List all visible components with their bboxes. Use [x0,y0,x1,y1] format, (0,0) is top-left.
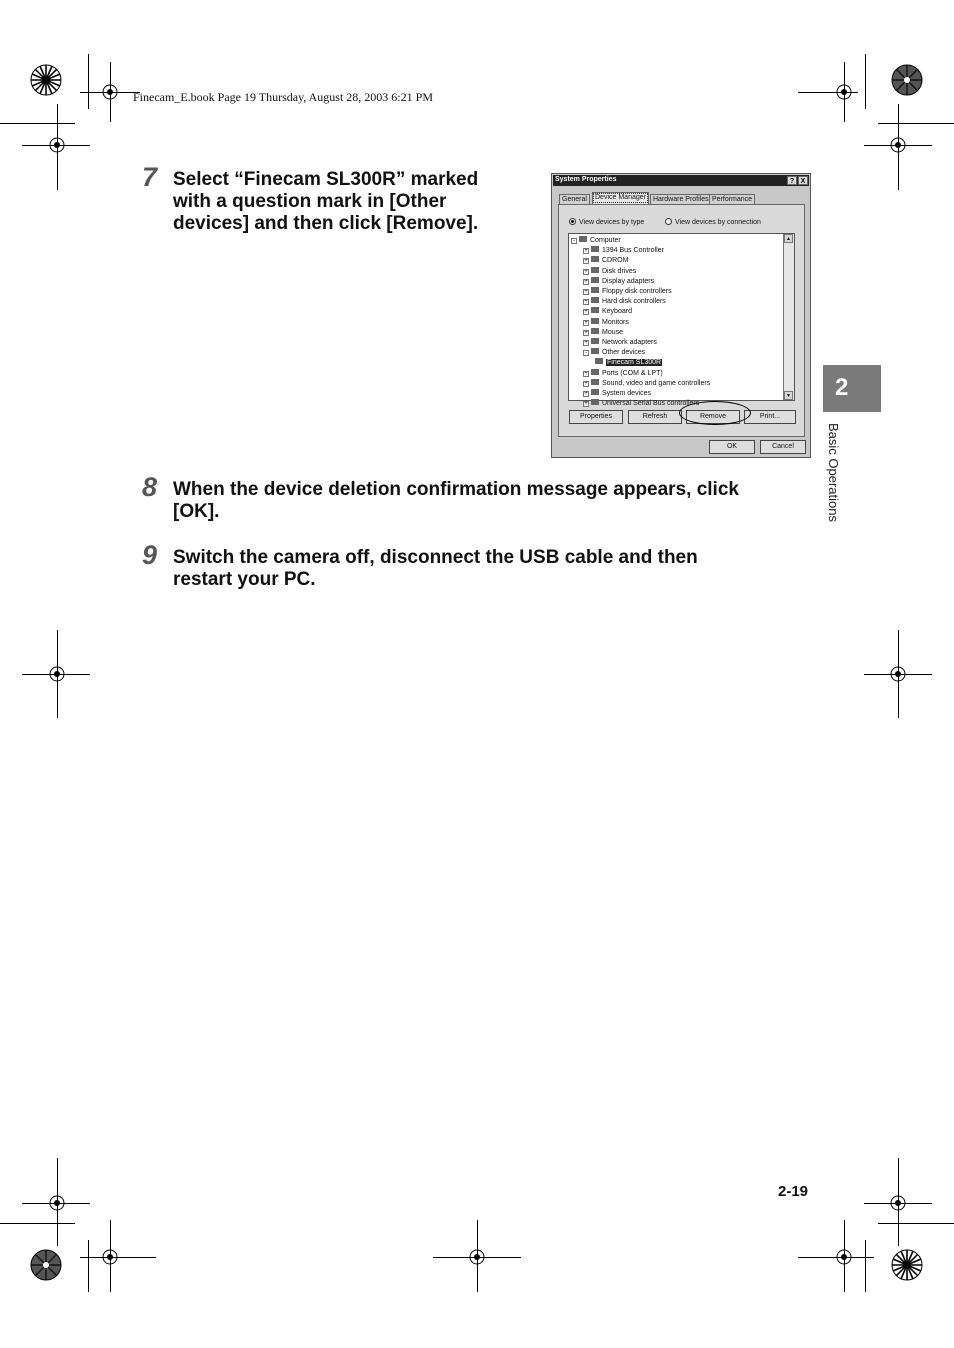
scroll-down-arrow-icon[interactable]: ▼ [784,391,793,400]
tree-item[interactable] [595,358,662,368]
tree-item-label: Display adapters [602,277,655,285]
tree-item-label: Monitors [602,318,629,326]
device-icon [591,256,599,262]
step-number: 9 [142,540,158,570]
device-icon [591,318,599,324]
help-button[interactable]: ? [787,176,797,185]
radio-empty-icon [665,218,672,225]
expand-icon[interactable]: + [584,299,588,306]
expand-icon[interactable]: + [584,289,588,295]
tree-item[interactable] [583,246,664,256]
tree-item-label: Network adapters [602,339,657,346]
sunburst-mark-icon [891,64,923,96]
expand-icon[interactable]: + [584,258,588,265]
scroll-up-arrow-icon[interactable]: ▲ [784,234,793,243]
close-button[interactable]: X [798,176,808,185]
device-icon [591,369,599,375]
expand-icon[interactable]: + [584,401,588,408]
step-text: Switch the camera off, disconnect the USB cable and then restart your PC. [173,547,698,590]
device-manager-panel [558,204,805,437]
tree-item[interactable] [583,256,628,266]
device-icon [591,277,599,283]
tree-item[interactable] [583,287,672,297]
device-icon [579,236,587,242]
expand-icon[interactable]: + [584,380,588,387]
step-number: 7 [142,162,158,192]
system-properties-dialog [551,173,811,458]
remove-highlight-oval [679,401,751,425]
radio-view-by-type[interactable]: View devices by type [569,218,644,226]
device-icon [591,389,599,395]
tree-item[interactable] [583,379,710,389]
device-icon [591,399,599,405]
tree-item[interactable] [583,369,663,379]
device-icon [591,328,599,334]
expand-icon[interactable]: + [584,278,588,285]
expand-icon[interactable]: + [584,370,588,377]
expand-icon[interactable]: + [584,329,588,336]
tree-item[interactable] [583,277,654,287]
tab-device-manager[interactable]: Device Manager [592,192,649,204]
device-icon [591,338,599,344]
tree-item[interactable] [583,318,629,328]
sunburst-mark-icon [30,64,62,96]
step-text: When the device deletion confirmation message appears, click [OK]. [173,479,739,522]
tab-performance[interactable]: Performance [709,194,755,204]
tree-item-label: Other devices [602,349,646,357]
tree-item-label: Universal Serial Bus controllers [602,400,700,408]
tree-item[interactable] [583,328,623,338]
tree-item[interactable] [583,267,636,277]
print-button[interactable]: Print... [744,410,796,424]
expand-icon[interactable]: + [584,319,588,326]
step-text: Select “Finecam SL300R” marked with a question mark in [Other devices] and then click [Remove]. [173,169,479,234]
page-number: 2-19 [778,1183,809,1200]
device-icon [591,246,599,252]
dialog-title-bar [553,175,809,186]
chapter-side-label [826,423,850,535]
remove-button[interactable]: Remove [686,410,740,424]
tree-item[interactable] [583,348,645,358]
tree-item-label: Ports (COM & LPT) [602,369,663,377]
question-mark-device-icon [595,358,603,364]
device-icon [591,348,599,354]
tab-hardware-profiles[interactable]: Hardware Profiles [650,194,712,204]
tree-item-label: 1394 Bus Controller [602,247,664,255]
tree-item-label: Computer [590,237,621,244]
chapter-number: 2 [835,374,849,401]
tree-item-label: Sound, video and game controllers [602,379,711,387]
tree-item-label: Keyboard [602,308,632,316]
expand-icon[interactable]: + [584,309,588,316]
tree-item[interactable] [571,236,621,246]
chapter-tab [823,365,881,412]
tree-item[interactable] [583,297,666,307]
radio-view-by-connection[interactable]: View devices by connection [665,218,761,226]
device-icon [591,379,599,385]
tree-item-label: Finecam SL300R [607,359,662,367]
properties-button[interactable]: Properties [569,410,623,424]
device-icon [591,287,599,293]
tree-item-label: CDROM [602,257,629,265]
device-icon [591,267,599,273]
tree-scrollbar[interactable] [783,234,794,400]
collapse-icon[interactable]: - [573,238,575,244]
refresh-button[interactable]: Refresh [628,410,682,424]
expand-icon[interactable]: + [584,340,588,346]
sunburst-mark-icon [891,1249,923,1281]
tree-item-label: System devices [602,390,652,397]
print-header: Finecam_E.book Page 19 Thursday, August 28, 2003 6:21 PM [133,90,433,104]
expand-icon[interactable]: + [584,391,588,397]
step-number: 8 [142,472,158,502]
device-icon [591,297,599,303]
tree-item-label: Disk drives [602,267,637,275]
tree-item[interactable] [583,307,632,317]
cancel-button[interactable]: Cancel [760,440,806,454]
tab-general[interactable]: General [559,194,590,204]
tree-item-label: Mouse [602,328,624,336]
dialog-title: System Properties [555,176,617,183]
collapse-icon[interactable]: - [585,350,587,357]
tree-item[interactable] [583,338,657,348]
device-tree[interactable] [568,233,795,408]
radio-selected-icon [569,218,576,225]
tree-item-label: Hard disk controllers [602,298,666,306]
expand-icon[interactable]: + [584,248,588,255]
tree-item[interactable] [583,389,651,399]
expand-icon[interactable]: + [584,268,588,275]
tree-item-label: Floppy disk controllers [602,288,672,295]
chapter-label: Basic Operations [826,423,841,522]
sunburst-mark-icon [30,1249,62,1281]
ok-button[interactable]: OK [709,440,755,454]
device-icon [591,307,599,313]
